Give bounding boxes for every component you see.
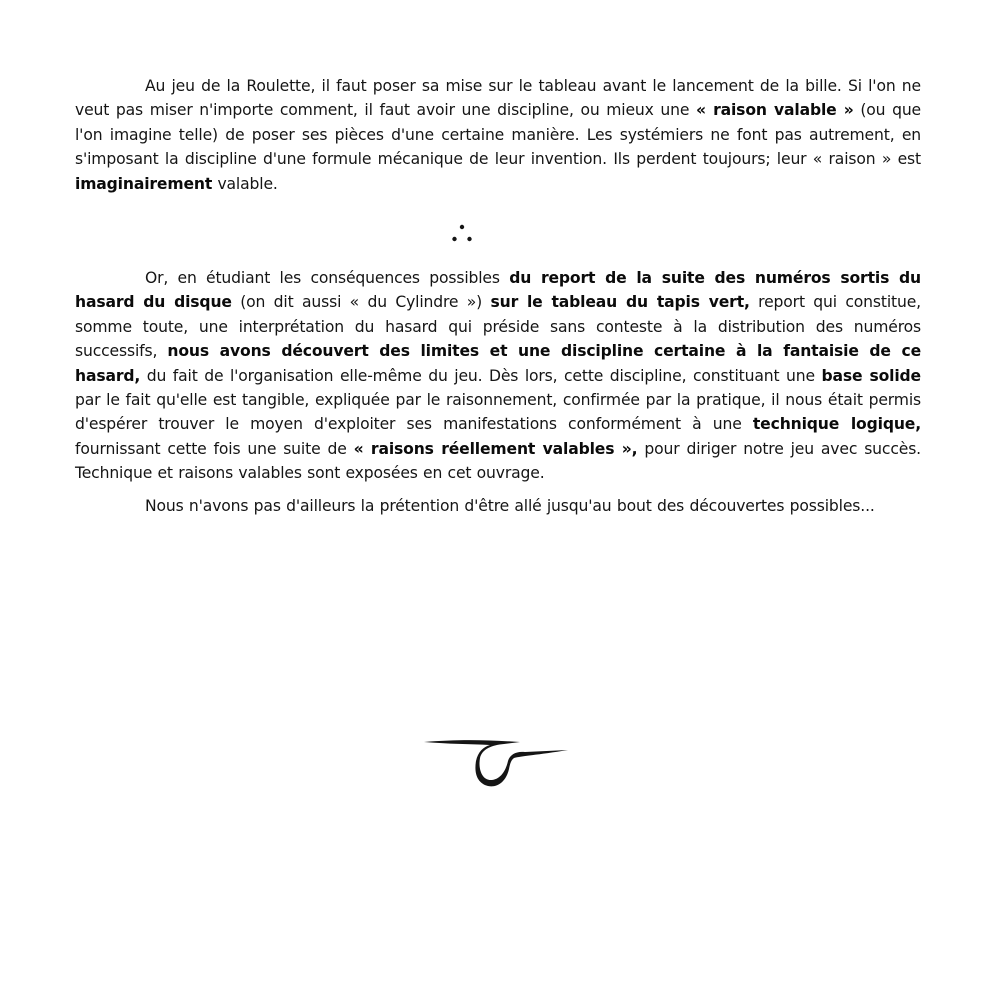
emphasis-text: sur le tableau du tapis vert, [490,293,750,312]
text-segment: Nous n'avons pas d'ailleurs la prétention d'être allé jusqu'au bout des découvertes possibles... [145,496,875,515]
emphasis-text: nous avons découvert des limites et une discipline certaine à la fantaisie de ce hasard, [75,342,921,385]
emphasis-text: technique logique, [752,415,921,434]
emphasis-text: « raisons réellement valables », [353,439,638,458]
paragraph-main [75,266,921,486]
emphasis-text: base solide [821,366,921,385]
flourish-ornament-icon [420,728,580,798]
text-segment: Au jeu de la Roulette, il faut poser sa mise sur le tableau avant le lancement de la bille. Si l'on ne veut pas miser n'importe comment, il faut avoir une discipline, ou mieux une [75,77,921,120]
emphasis-text: « raison valable » [696,101,854,120]
text-segment: du fait de l'organisation elle-même du jeu. Dès lors, cette discipline, constituant une [140,366,822,385]
paragraph-intro [75,74,921,196]
emphasis-text: imaginairement [75,174,213,193]
asterism-icon-svg [449,222,475,248]
asterism-icon [75,222,921,250]
text-segment: Or, en étudiant les conséquences possibles [145,269,510,288]
paragraph-closing [75,494,921,518]
text-segment: par le fait qu'elle est tangible, expliquée par le raisonnement, confirmée par la pratique, il nous était permis d'espérer trouver le moyen d'exploiter ses manifestations conformément à une [75,391,921,434]
text-segment: (ou que l'on imagine telle) de poser ses pièces d'une certaine manière. Les systémiers ne font pas autrement, en s'imposant la discipline d'une formule mécanique de leur invention. Ils perdent toujours; leur « raison » est [75,101,921,169]
text-segment: (on dit aussi « du Cylindre ») [231,293,491,312]
emphasis-text: du report de la suite des numéros sortis du hasard du disque [75,269,921,312]
text-segment: report qui constitue, somme toute, une interprétation du hasard qui préside sans conteste à la distribution des numéros successifs, [75,293,921,361]
text-segment: fournissant cette fois une suite de [75,439,354,458]
text-block [75,74,921,518]
text-segment: pour diriger notre jeu avec succès. Technique et raisons valables sont exposées en cet ouvrage. [75,439,921,483]
text-segment: valable. [212,174,278,193]
